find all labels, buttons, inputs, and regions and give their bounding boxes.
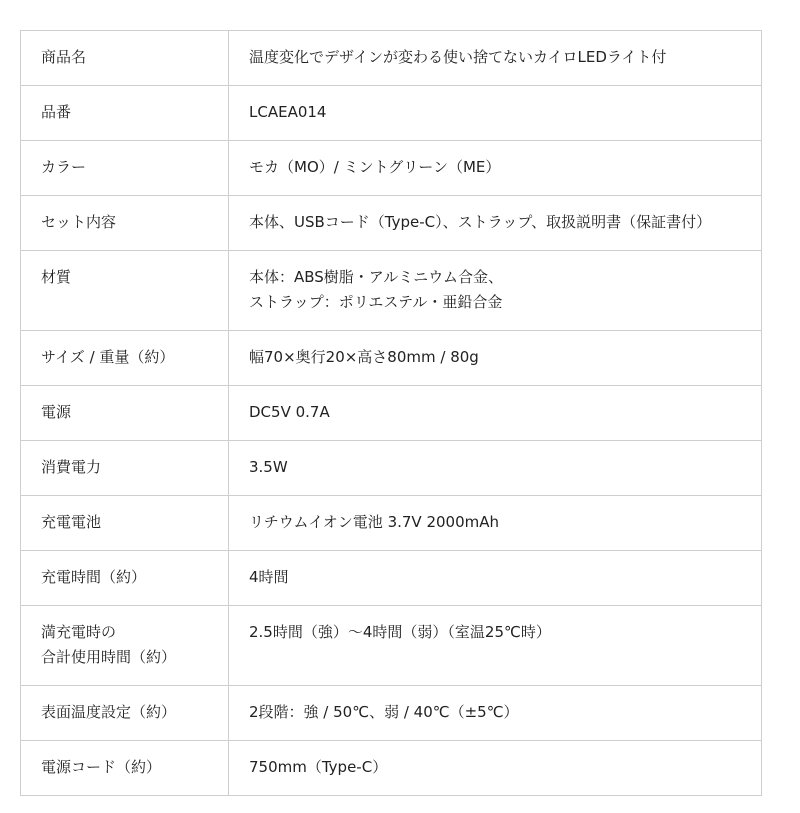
spec-row-product-name: [21, 31, 762, 86]
spec-row-color: [21, 141, 762, 196]
spec-row-power-cord: [21, 741, 762, 796]
spec-value: 本体：ABS樹脂・アルミニウム合金、 ストラップ：ポリエステル・亜鉛合金: [229, 251, 762, 331]
spec-label: 材質: [21, 251, 229, 331]
spec-value: 幅70×奥行20×高さ80mm / 80g: [229, 331, 762, 386]
spec-value: モカ（MO）/ ミントグリーン（ME）: [229, 141, 762, 196]
spec-row-power-source: [21, 386, 762, 441]
spec-row-material: [21, 251, 762, 331]
spec-row-set-contents: [21, 196, 762, 251]
spec-label: カラー: [21, 141, 229, 196]
spec-value: 2段階：強 / 50℃、弱 / 40℃（±5℃）: [229, 686, 762, 741]
spec-value: リチウムイオン電池 3.7V 2000mAh: [229, 496, 762, 551]
spec-label: 商品名: [21, 31, 229, 86]
spec-label: 充電時間（約）: [21, 551, 229, 606]
spec-value: 本体、USBコード（Type-C）、ストラップ、取扱説明書（保証書付）: [229, 196, 762, 251]
spec-row-size-weight: [21, 331, 762, 386]
spec-label: セット内容: [21, 196, 229, 251]
spec-row-battery: [21, 496, 762, 551]
spec-row-power-consumption: [21, 441, 762, 496]
spec-label: 表面温度設定（約）: [21, 686, 229, 741]
spec-row-usage-time: [21, 606, 762, 686]
spec-row-part-number: [21, 86, 762, 141]
spec-label: 満充電時の 合計使用時間（約）: [21, 606, 229, 686]
spec-value: DC5V 0.7A: [229, 386, 762, 441]
spec-label: 消費電力: [21, 441, 229, 496]
spec-label: 電源: [21, 386, 229, 441]
spec-label: 電源コード（約）: [21, 741, 229, 796]
spec-value: 温度変化でデザインが変わる使い捨てないカイロLEDライト付: [229, 31, 762, 86]
spec-value: LCAEA014: [229, 86, 762, 141]
spec-value: 750mm（Type-C）: [229, 741, 762, 796]
spec-row-charge-time: [21, 551, 762, 606]
spec-label: 品番: [21, 86, 229, 141]
spec-value: 2.5時間（強）〜4時間（弱）（室温25℃時）: [229, 606, 762, 686]
spec-label: サイズ / 重量（約）: [21, 331, 229, 386]
spec-table: [20, 30, 762, 796]
spec-row-surface-temperature: [21, 686, 762, 741]
spec-label: 充電電池: [21, 496, 229, 551]
spec-value: 3.5W: [229, 441, 762, 496]
spec-value: 4時間: [229, 551, 762, 606]
